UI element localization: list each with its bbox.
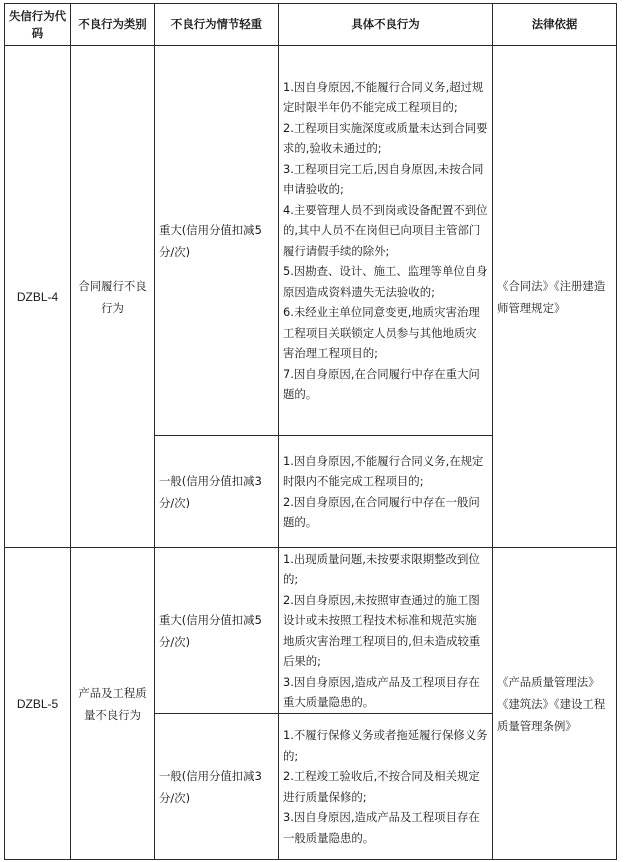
severity-serious: 重大(信用分值扣减5分/次) — [155, 46, 279, 436]
table-row — [5, 46, 617, 436]
act-item: 3.工程项目完工后,因自身原因,未按合同申请验收的; — [283, 161, 484, 196]
act-item: 3.因自身原因,造成产品及工程项目存在重大质量隐患的。 — [283, 674, 480, 709]
header-legal: 法律依据 — [493, 4, 617, 46]
row-legal-basis: 《产品质量管理法》《建筑法》《建设工程质量管理条例》 — [493, 548, 617, 860]
act-item: 6.未经业主单位同意变更,地质灾害治理工程项目关联锁定人员参与其他地质灾害治理工程项目的; — [283, 305, 480, 360]
bad-behavior-table — [4, 3, 617, 860]
header-severity: 不良行为情节轻重 — [155, 4, 279, 46]
act-item: 2.工程项目实施深度或质量未达到合同要求的,验收未通过的; — [283, 120, 488, 155]
severity-general: 一般(信用分值扣减3分/次) — [155, 436, 279, 548]
specific-acts — [279, 436, 493, 548]
row-category: 产品及工程质量不良行为 — [71, 548, 155, 860]
row-code: DZBL-4 — [5, 46, 71, 548]
header-category: 不良行为类别 — [71, 4, 155, 46]
specific-acts — [279, 46, 493, 436]
row-code: DZBL-5 — [5, 548, 71, 860]
act-item: 2.因自身原因,在合同履行中存在一般问题的。 — [283, 494, 480, 529]
specific-acts — [279, 714, 493, 860]
severity-general: 一般(信用分值扣减3分/次) — [155, 714, 279, 860]
row-category: 合同履行不良行为 — [71, 46, 155, 548]
header-specific: 具体不良行为 — [279, 4, 493, 46]
act-item: 2.因自身原因,未按照审查通过的施工图设计或未按照工程技术标准和规范实施地质灾害治理工程项目的,但未造成较重后果的; — [283, 592, 481, 668]
act-item: 3.因自身原因,造成产品及工程项目存在一般质量隐患的。 — [283, 810, 480, 845]
act-item: 1.因自身原因,不能履行合同义务,在规定时限内不能完成工程项目的; — [283, 453, 484, 488]
act-item: 1.不履行保修义务或者拖延履行保修义务的; — [283, 728, 488, 763]
row-legal-basis: 《合同法》《注册建造师管理规定》 — [493, 46, 617, 548]
table-row — [5, 548, 617, 714]
act-item: 4.主要管理人员不到岗或设备配置不到位的,其中人员不在岗但已向项目主管部门履行请假手续的除外; — [283, 202, 488, 258]
act-item: 5.因勘查、设计、施工、监理等单位自身原因造成资料遗失无法验收的; — [283, 264, 488, 299]
act-item: 2.工程竣工验收后,不按合同及相关规定进行质量保修的; — [283, 769, 480, 804]
act-item: 7.因自身原因,在合同履行中存在重大问题的。 — [283, 366, 480, 401]
specific-acts — [279, 548, 493, 714]
act-item: 1.出现质量问题,未按要求限期整改到位的; — [283, 551, 480, 586]
severity-serious: 重大(信用分值扣减5分/次) — [155, 548, 279, 714]
header-code: 失信行为代码 — [5, 4, 71, 46]
header-row — [5, 4, 617, 46]
act-item: 1.因自身原因,不能履行合同义务,超过规定时限半年仍不能完成工程项目的; — [283, 79, 484, 114]
